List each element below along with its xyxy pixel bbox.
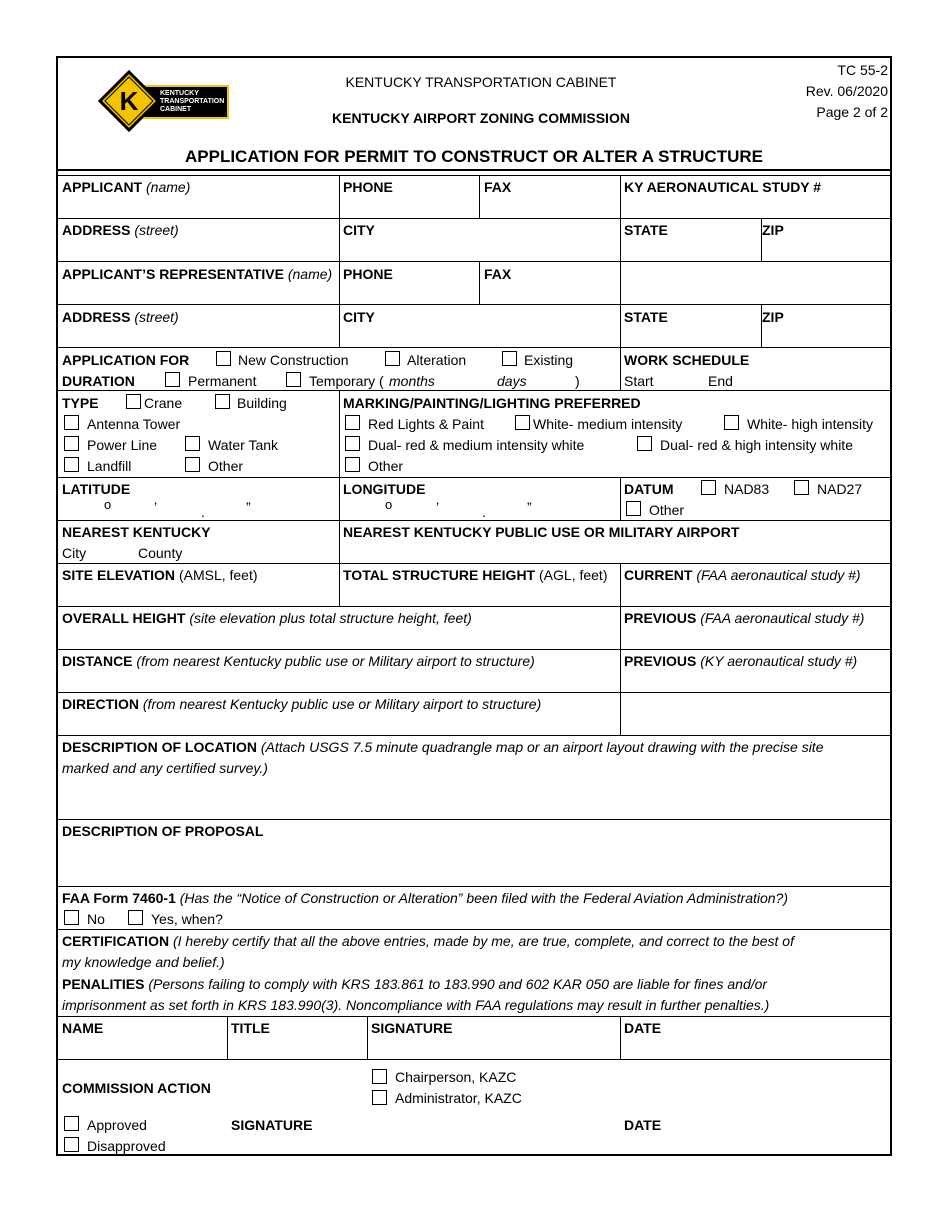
divider <box>620 477 621 520</box>
white-medium-checkbox[interactable] <box>515 415 530 430</box>
certification-text-cont: my knowledge and belief.) <box>62 954 225 970</box>
previous-faa-label: PREVIOUS (FAA aeronautical study #) <box>624 610 865 626</box>
divider <box>56 169 892 171</box>
disapproved-label: Disapproved <box>87 1138 166 1154</box>
nearest-city-label: City <box>62 545 87 561</box>
divider <box>58 649 892 650</box>
divider <box>58 261 892 262</box>
datum-other-label: Other <box>649 502 685 518</box>
faa-no-label: No <box>87 911 105 927</box>
permanent-checkbox[interactable] <box>165 372 180 387</box>
lon-dot: . <box>482 504 486 520</box>
work-schedule-label: WORK SCHEDULE <box>624 352 750 368</box>
approved-label: Approved <box>87 1117 147 1133</box>
divider <box>620 347 621 390</box>
description-location-hint: marked and any certified survey.) <box>62 760 268 776</box>
name-label: NAME <box>62 1020 104 1036</box>
administrator-checkbox[interactable] <box>372 1090 387 1105</box>
rep-city-label: CITY <box>343 309 375 325</box>
divider <box>339 477 340 606</box>
divider <box>58 477 892 478</box>
lon-degree-mark: o <box>385 497 393 512</box>
date-label: DATE <box>624 1020 662 1036</box>
ky-study-label: KY AERONAUTICAL STUDY # <box>624 179 822 195</box>
address-label: ADDRESS (street) <box>62 222 179 238</box>
building-label: Building <box>237 395 287 411</box>
lon-second-mark: ” <box>527 499 532 515</box>
previous-ky-label: PREVIOUS (KY aeronautical study #) <box>624 653 858 669</box>
description-location-label: DESCRIPTION OF LOCATION (Attach USGS 7.5 minute quadrangle map or an airport layout drawing with the precise site <box>62 739 824 755</box>
svg-text:TRANSPORTATION: TRANSPORTATION <box>160 98 225 105</box>
svg-text:K: K <box>119 86 139 116</box>
water-tank-label: Water Tank <box>208 437 279 453</box>
nearest-airport-label: NEAREST KENTUCKY PUBLIC USE OR MILITARY AIRPORT <box>343 524 740 540</box>
divider <box>58 692 892 693</box>
kytc-logo <box>98 70 230 132</box>
divider <box>479 261 480 304</box>
red-lights-checkbox[interactable] <box>345 415 360 430</box>
divider <box>620 1016 621 1059</box>
faa-yes-label: Yes, when? <box>151 911 223 927</box>
fax-label: FAX <box>484 179 512 195</box>
divider <box>620 175 621 347</box>
temporary-label: Temporary ( <box>309 373 384 389</box>
chairperson-label: Chairperson, KAZC <box>395 1069 517 1085</box>
svg-text:CABINET: CABINET <box>160 106 192 113</box>
landfill-label: Landfill <box>87 458 132 474</box>
divider <box>58 304 892 305</box>
divider <box>58 347 892 348</box>
application-for-label: APPLICATION FOR <box>62 352 190 368</box>
divider <box>339 175 340 347</box>
applicant-label: APPLICANT (name) <box>62 179 191 195</box>
white-high-label: White- high intensity <box>747 416 874 432</box>
faa-form-label: FAA Form 7460-1 (Has the “Notice of Construction or Alteration” been filed with the Federal Aviation Administration?) <box>62 890 789 906</box>
page-title: APPLICATION FOR PERMIT TO CONSTRUCT OR ALTER A STRUCTURE <box>185 147 763 166</box>
rep-fax-label: FAX <box>484 266 512 282</box>
close-paren: ) <box>575 373 580 389</box>
form-number: TC 55-2 <box>837 62 888 78</box>
signature-label: SIGNATURE <box>371 1020 453 1036</box>
rep-zip-label: ZIP <box>762 309 784 325</box>
rep-label: APPLICANT’S REPRESENTATIVE (name) <box>62 266 333 282</box>
datum-label: DATUM <box>624 481 674 497</box>
commission-action-label: COMMISSION ACTION <box>62 1080 211 1096</box>
marking-other-label: Other <box>368 458 404 474</box>
divider <box>58 218 892 219</box>
divider <box>58 390 892 391</box>
new-construction-label: New Construction <box>238 352 349 368</box>
current-study-label: CURRENT (FAA aeronautical study #) <box>624 567 861 583</box>
divider <box>58 819 892 820</box>
nearest-county-label: County <box>138 545 183 561</box>
lon-minute-mark: ’ <box>436 499 440 515</box>
direction-label: DIRECTION (from nearest Kentucky public use or Military airport to structure) <box>62 696 542 712</box>
alteration-checkbox[interactable] <box>385 351 400 366</box>
crane-checkbox[interactable] <box>126 394 141 409</box>
dual-medium-checkbox[interactable] <box>345 436 360 451</box>
rep-phone-label: PHONE <box>343 266 393 282</box>
type-other-label: Other <box>208 458 244 474</box>
nad27-checkbox[interactable] <box>794 480 809 495</box>
dual-high-label: Dual- red & high intensity white <box>660 437 853 453</box>
lat-dot: . <box>201 504 205 520</box>
divider <box>58 520 892 521</box>
total-height-label: TOTAL STRUCTURE HEIGHT (AGL, feet) <box>343 567 608 583</box>
duration-label: DURATION <box>62 373 135 389</box>
marking-label: MARKING/PAINTING/LIGHTING PREFERRED <box>343 395 641 411</box>
marking-other-checkbox[interactable] <box>345 457 360 472</box>
agency-name: KENTUCKY TRANSPORTATION CABINET <box>345 74 617 90</box>
divider <box>58 886 892 887</box>
power-line-label: Power Line <box>87 437 158 453</box>
alteration-label: Alteration <box>407 352 467 368</box>
revision-date: Rev. 06/2020 <box>805 83 888 99</box>
lat-degree-mark: o <box>104 497 112 512</box>
lat-second-mark: ” <box>246 499 251 515</box>
nad83-checkbox[interactable] <box>701 480 716 495</box>
months-label: months <box>389 373 435 389</box>
landfill-checkbox[interactable] <box>64 457 79 472</box>
days-label: days <box>497 373 527 389</box>
description-proposal-label: DESCRIPTION OF PROPOSAL <box>62 823 264 839</box>
type-label: TYPE <box>62 395 99 411</box>
state-label: STATE <box>624 222 668 238</box>
permanent-label: Permanent <box>188 373 257 389</box>
divider <box>58 1059 892 1060</box>
existing-checkbox[interactable] <box>502 351 517 366</box>
commission-signature-label: SIGNATURE <box>231 1117 313 1133</box>
end-label: End <box>708 373 733 389</box>
white-medium-label: White- medium intensity <box>533 416 683 432</box>
divider <box>58 606 892 607</box>
city-label: CITY <box>343 222 375 238</box>
divider <box>479 175 480 218</box>
building-checkbox[interactable] <box>215 394 230 409</box>
water-tank-checkbox[interactable] <box>185 436 200 451</box>
nad27-label: NAD27 <box>817 481 863 497</box>
distance-label: DISTANCE (from nearest Kentucky public use or Military airport to structure) <box>62 653 535 669</box>
dual-medium-label: Dual- red & medium intensity white <box>368 437 585 453</box>
divider <box>58 563 892 564</box>
page-number: Page 2 of 2 <box>816 104 888 120</box>
divider <box>367 1016 368 1059</box>
datum-other-checkbox[interactable] <box>626 501 641 516</box>
lat-minute-mark: ’ <box>154 499 158 515</box>
dual-high-checkbox[interactable] <box>637 436 652 451</box>
overall-height-label: OVERALL HEIGHT (site elevation plus total structure height, feet) <box>62 610 472 626</box>
existing-label: Existing <box>524 352 574 368</box>
new-construction-checkbox[interactable] <box>216 351 231 366</box>
divider <box>58 735 892 736</box>
certification-text: CERTIFICATION (I hereby certify that all the above entries, made by me, are true, complete, and correct to the best of <box>62 933 794 949</box>
antenna-tower-checkbox[interactable] <box>64 415 79 430</box>
red-lights-label: Red Lights & Paint <box>368 416 484 432</box>
latitude-label: LATITUDE <box>62 481 131 497</box>
svg-text:KENTUCKY: KENTUCKY <box>160 90 199 97</box>
commission-date-label: DATE <box>624 1117 662 1133</box>
divider <box>339 390 340 477</box>
commission-name: KENTUCKY AIRPORT ZONING COMMISSION <box>332 110 630 126</box>
administrator-label: Administrator, KAZC <box>395 1090 522 1106</box>
longitude-label: LONGITUDE <box>343 481 426 497</box>
disapproved-checkbox[interactable] <box>64 1137 79 1152</box>
crane-label: Crane <box>144 395 183 411</box>
temporary-checkbox[interactable] <box>286 372 301 387</box>
divider <box>58 929 892 930</box>
title-label: TITLE <box>231 1020 270 1036</box>
penalities-text: PENALITIES (Persons failing to comply with KRS 183.861 to 183.990 and 602 KAR 050 are liable for fines and/or <box>62 976 768 992</box>
zip-label: ZIP <box>762 222 784 238</box>
faa-no-checkbox[interactable] <box>64 910 79 925</box>
divider <box>58 1016 892 1017</box>
white-high-checkbox[interactable] <box>724 415 739 430</box>
nearest-ky-label: NEAREST KENTUCKY <box>62 524 211 540</box>
phone-label: PHONE <box>343 179 393 195</box>
penalities-text-cont: imprisonment as set forth in KRS 183.990(3). Noncompliance with FAA regulations may result in further penalties.) <box>62 997 770 1013</box>
divider <box>58 175 892 176</box>
divider <box>227 1016 228 1059</box>
faa-yes-checkbox[interactable] <box>128 910 143 925</box>
power-line-checkbox[interactable] <box>64 436 79 451</box>
chairperson-checkbox[interactable] <box>372 1069 387 1084</box>
start-label: Start <box>624 373 654 389</box>
site-elevation-label: SITE ELEVATION (AMSL, feet) <box>62 567 258 583</box>
approved-checkbox[interactable] <box>64 1116 79 1131</box>
rep-address-label: ADDRESS (street) <box>62 309 179 325</box>
rep-state-label: STATE <box>624 309 668 325</box>
antenna-tower-label: Antenna Tower <box>87 416 181 432</box>
nad83-label: NAD83 <box>724 481 770 497</box>
type-other-checkbox[interactable] <box>185 457 200 472</box>
divider <box>620 563 621 735</box>
